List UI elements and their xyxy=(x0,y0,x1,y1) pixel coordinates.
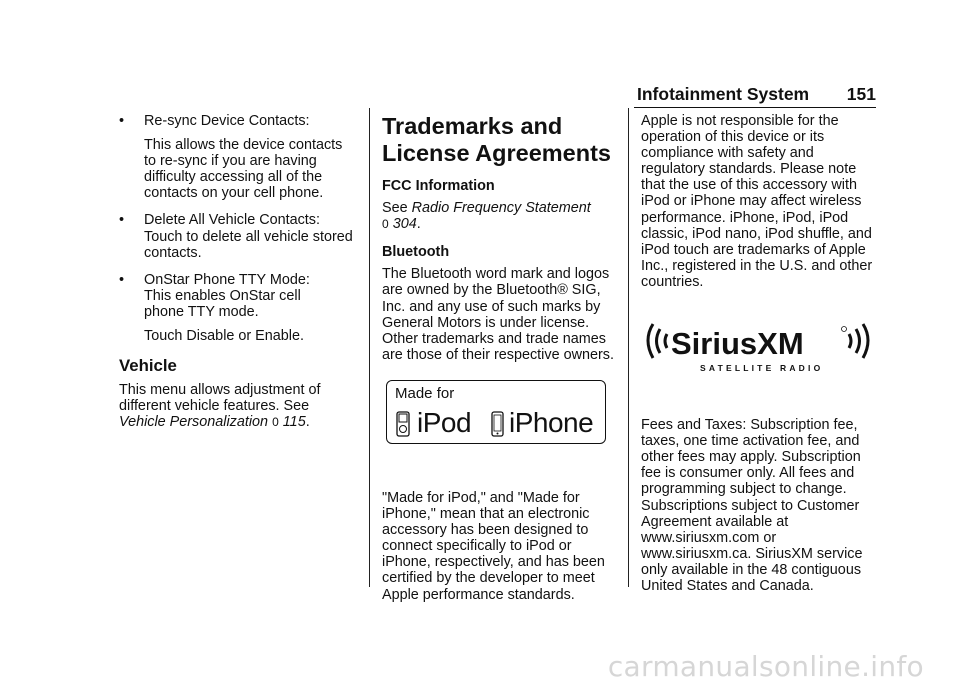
list-item-title: Re-sync Device Contacts: xyxy=(144,113,310,129)
vehicle-personalization-link[interactable]: Vehicle Personalization xyxy=(119,414,269,431)
radio-frequency-link[interactable]: Radio Frequency Statement xyxy=(411,200,591,217)
list-item xyxy=(119,113,359,129)
fcc-paragraph: See Radio Frequency Statement 0 304. xyxy=(382,200,591,233)
siriusxm-logo xyxy=(643,318,875,374)
iphone-icon xyxy=(491,411,504,437)
list-item xyxy=(119,272,359,320)
page-ref-icon: 0 xyxy=(272,415,279,430)
siriusxm-logo-graphic xyxy=(643,318,875,374)
iphone-label: iPhone xyxy=(509,407,594,438)
ipod-icon xyxy=(396,411,410,437)
list-item-body: This allows the device contacts to re-sync if you are having difficulty accessing all of the contacts on your cell phone. xyxy=(144,137,343,202)
satellite-radio-label: SATELLITE RADIO xyxy=(700,363,824,373)
list-item xyxy=(119,212,359,260)
section-title: Infotainment System xyxy=(637,84,810,104)
column-divider xyxy=(369,108,370,587)
list-item-text: Delete All Vehicle Contacts: Touch to delete all vehicle stored contacts. xyxy=(144,212,353,261)
watermark: carmanualsonline.info xyxy=(607,650,924,683)
bluetooth-text: The Bluetooth word mark and logos are owned by the Bluetooth® SIG, Inc. and any use of such marks by General Motors is under license. Other trademarks and trade names are those of their respective owners. xyxy=(382,266,614,363)
vehicle-paragraph: This menu allows adjustment of different vehicle features. See Vehicle Personalization 0 115. xyxy=(119,382,321,431)
section-heading-vehicle: Vehicle xyxy=(119,356,177,376)
list-item-text: OnStar Phone TTY Mode: This enables OnStar cell phone TTY mode. xyxy=(144,271,310,320)
made-for-text: "Made for iPod," and "Made for iPhone," mean that an electronic accessory has been designed to connect specifically to iPod or iPhone, respectively, and has been certified by the developer to meet Apple performance standards. xyxy=(382,489,605,603)
fees-text: Fees and Taxes: Subscription fee, taxes, one time activation fee, and other fees may apply. Subscription fee is consumer only. All fees and programming subject to change. Subscriptions subject to Customer Agreement available at www.siriusxm.com or www.siriusxm.ca. SiriusXM service only available in the 48 contiguous United States and Canada. xyxy=(641,417,863,594)
bluetooth-heading: Bluetooth xyxy=(382,244,450,261)
page-ref-icon: 0 xyxy=(382,217,389,232)
ipod-label: iPod xyxy=(417,407,472,438)
list-item-body: Touch Disable or Enable. xyxy=(144,328,304,345)
see-text: See xyxy=(382,200,408,217)
bullet-icon: • xyxy=(119,271,125,288)
column-2 xyxy=(382,113,622,603)
bullet-icon: • xyxy=(119,113,125,129)
page-header xyxy=(634,81,876,108)
bullet-icon: • xyxy=(119,212,125,229)
made-for-ipod-iphone-badge xyxy=(386,380,606,444)
fcc-heading: FCC Information xyxy=(382,178,495,194)
vehicle-page-ref[interactable]: 115 xyxy=(282,414,306,431)
vehicle-text: This menu allows adjustment of different vehicle features. See xyxy=(119,382,321,415)
page-title: Trademarks and License Agreements xyxy=(382,113,611,166)
page-number: 151 xyxy=(846,84,876,104)
made-for-label: Made for xyxy=(395,385,455,402)
column-divider xyxy=(628,108,629,587)
fcc-page-ref[interactable]: 304 xyxy=(392,216,417,233)
siriusxm-wordmark: SiriusXM xyxy=(671,326,804,361)
apple-disclaimer: Apple is not responsible for the operation of this device or its compliance with safety and regulatory standards. Please note that the use of this accessory with iPod or iPhone may affect wireless performance. iPhone, iPod, iPod classic, iPod nano, iPod shuffle, and iPod touch are trademarks of Apple Inc., registered in the U.S. and other countries. xyxy=(641,113,873,290)
column-1 xyxy=(119,113,359,431)
